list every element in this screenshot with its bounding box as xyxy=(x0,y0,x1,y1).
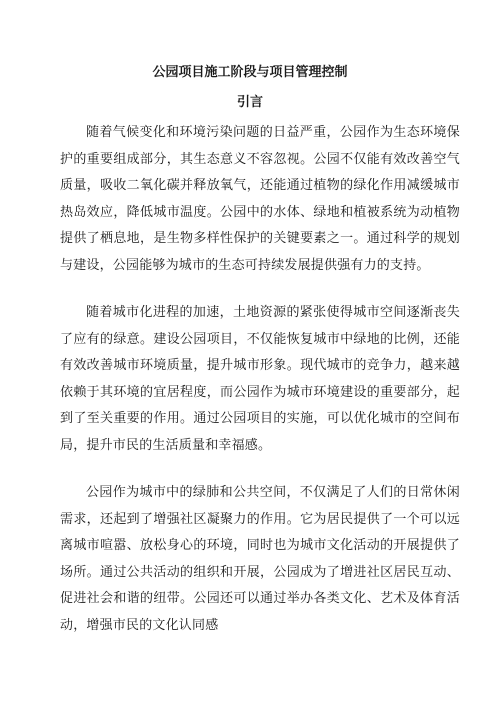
paragraph-3 xyxy=(60,480,460,639)
paragraph-text: 公园作为城市中的绿肺和公共空间，不仅满足了人们的日常休闲需求，还起到了增强社区凝聚力的作用。它为居民提供了一个可以远离城市喧嚣、放松身心的环境，同时也为城市文化活动的开展提供了场所。通过公共活动的组织和开展，公园成为了增进社区居民互动、促进社会和谐的纽带。公园还可以通过举办各类文化、艺术及体育活动，增强市民的文化认同感 xyxy=(60,485,460,633)
section-heading: 引言 xyxy=(236,95,263,110)
paragraph-1 xyxy=(60,120,460,279)
paragraph-text: 随着气候变化和环境污染问题的日益严重，公园作为生态环境保护的重要组成部分，其生态意义不容忽视。公园不仅能有效改善空气质量，吸收二氧化碳并释放氧气，还能通过植物的绿化作用减缓城市热岛效应，降低城市温度。公园中的水体、绿地和植被系统为动植物提供了栖息地，是生物多样性保护的关键要素之一。通过科学的规划与建设，公园能够为城市的生态可持续发展提供强有力的支持。 xyxy=(60,125,460,273)
document-title: 公园项目施工阶段与项目管理控制 xyxy=(152,65,348,80)
paragraph-text: 随着城市化进程的加速，土地资源的紧张使得城市空间逐渐丧失了应有的绿意。建设公园项目，不仅能恢复城市中绿地的比例，还能有效改善城市环境质量，提升城市形象。现代城市的竞争力，越来越依赖于其环境的宜居程度，而公园作为城市环境建设的重要部分，起到了至关重要的作用。通过公园项目的实施，可以优化城市的空间布局，提升市民的生活质量和幸福感。 xyxy=(60,305,460,453)
paragraph-2 xyxy=(60,300,460,459)
